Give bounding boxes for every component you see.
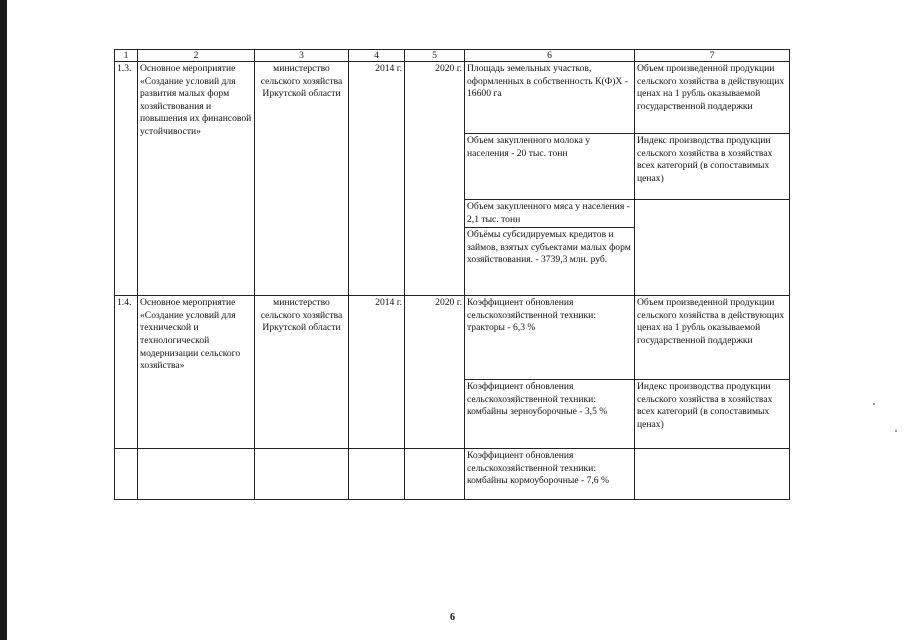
scan-left-edge [0, 0, 7, 640]
target-cell: Объем произведенной продукции сельского хозяйства в действующих ценах на 1 рубль оказываемой государственной поддержки [635, 296, 790, 380]
indicator-cell: Коэффициент обновления сельскохозяйственной техники: комбайны зерноуборочные - 3,5 % [465, 380, 635, 449]
row-number: 1.3. [115, 62, 138, 296]
page-number: 6 [450, 612, 455, 623]
target-cell: Объем произведенной продукции сельского хозяйства в действующих ценах на 1 рубль оказываемой государственной поддержки [635, 62, 790, 134]
empty-cell [405, 449, 465, 500]
indicator-cell: Объем закупленного мяса у населения - 2,1 тыс. тонн [465, 200, 635, 228]
start-year: 2014 г. [349, 296, 405, 449]
empty-cell [635, 449, 790, 500]
start-year: 2014 г. [349, 62, 405, 296]
indicator-cell: Коэффициент обновления сельскохозяйственной техники: тракторы - 6,3 % [465, 296, 635, 380]
scan-speck [873, 403, 875, 405]
scan-speck [895, 430, 897, 432]
empty-cell [115, 449, 138, 500]
executor: министерство сельского хозяйства Иркутской области [255, 296, 349, 449]
empty-cell [138, 449, 255, 500]
end-year: 2020 г. [405, 62, 465, 296]
indicator-cell: Объёмы субсидируемых кредитов и займов, взятых субъектами малых форм хозяйствования. - 3739,3 млн. руб. [465, 228, 635, 296]
column-header: 3 [255, 50, 349, 62]
end-year: 2020 г. [405, 296, 465, 449]
indicator-cell: Объем закупленного молока у населения - 20 тыс. тонн [465, 134, 635, 200]
empty-cell [349, 449, 405, 500]
indicator-cell: Коэффициент обновления сельскохозяйственной техники: комбайны кормоуборочные - 7,6 % [465, 449, 635, 500]
empty-cell [635, 200, 790, 296]
table-row [115, 296, 790, 380]
executor: министерство сельского хозяйства Иркутской области [255, 62, 349, 296]
measures-table [114, 49, 790, 500]
column-header: 2 [138, 50, 255, 62]
event-name: Основное мероприятие «Создание условий для технической и технологической модернизации сельского хозяйства» [138, 296, 255, 449]
event-name: Основное мероприятие «Создание условий для развития малых форм хозяйствования и повышения их финансовой устойчивости» [138, 62, 255, 296]
empty-cell [255, 449, 349, 500]
column-header: 4 [349, 50, 405, 62]
target-cell: Индекс производства продукции сельского хозяйства в хозяйствах всех категорий (в сопоставимых ценах) [635, 380, 790, 449]
table-row [115, 449, 790, 500]
table-row [115, 62, 790, 134]
indicator-cell: Площадь земельных участков, оформленных в собственность К(Ф)Х - 16600 га [465, 62, 635, 134]
table-header-row [115, 50, 790, 62]
row-number: 1.4. [115, 296, 138, 449]
target-cell: Индекс производства продукции сельского хозяйства в хозяйствах всех категорий (в сопоставимых ценах) [635, 134, 790, 200]
column-header: 7 [635, 50, 790, 62]
column-header: 5 [405, 50, 465, 62]
column-header: 1 [115, 50, 138, 62]
column-header: 6 [465, 50, 635, 62]
